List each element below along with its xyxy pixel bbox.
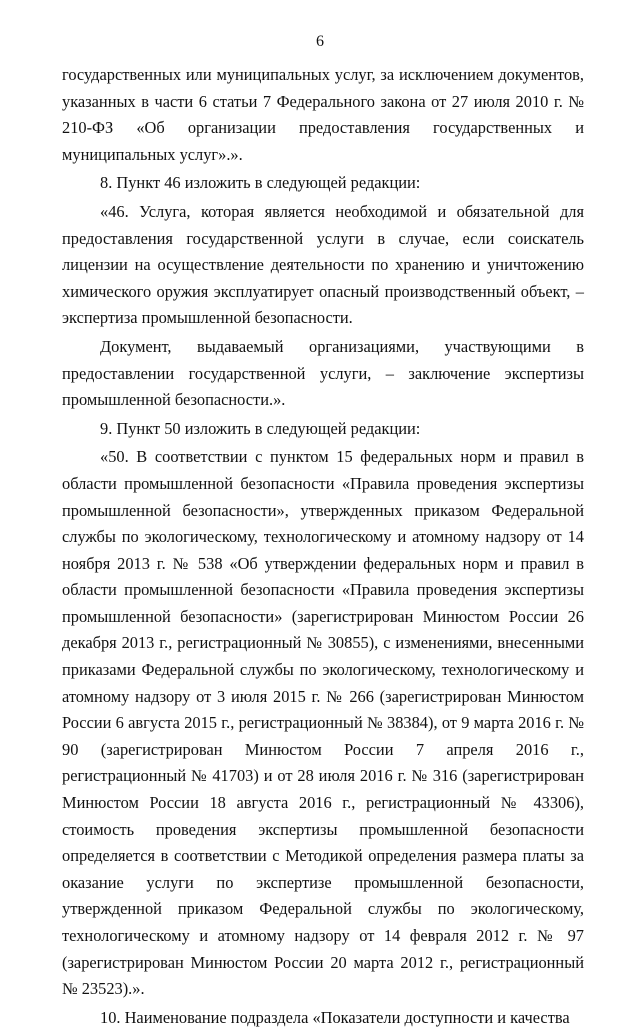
paragraph-quote-46: «46. Услуга, которая является необходимой и обязательной для предоставления государственной услуги в случае, если соискатель лицензии на осуществление деятельности по хранению и уничтожению химического оружия эксплуатирует опасный производственный объект, – экспертиза промышленной безопасности. xyxy=(62,201,584,328)
paragraph-item-10: 10. Наименование подраздела «Показатели доступности и качества xyxy=(100,1007,570,1027)
paragraph-continuation: государственных или муниципальных услуг, за исключением документов, указанных в части 6 статьи 7 Федерального закона от 27 июля 2010 г. № 210-ФЗ «Об организации предоставления государственных и муниципальных услуг».». xyxy=(62,65,584,164)
paragraph-quote-50: «50. В соответствии с пунктом 15 федеральных норм и правил в области промышленной безопасности «Правила проведения экспертизы промышленной безопасности», утвержденных приказом Федеральной службы по экологическому, технологическому и атомному надзору от 14 ноября 2013 г. № 538 «Об утверждении федеральных норм и правил в области промышленной безопасности «Правила проведения экспертизы промышленной безопасности» (зарегистрирован Минюстом России 26 декабря 2013 г., регистрационный № 30855), с изменениями, внесенными приказами Федеральной службы по экологическому, технологическому и атомному надзору от 3 июля 2015 г. № 266 (зарегистрирован Минюстом России 6 августа 2015 г., регистрационный № 38384), от 9 марта 2016 г. № 90 (зарегистрирован Минюстом России 7 апреля 2016 г., регистрационный № 41703) и от 28 июля 2016 г. № 316 (зарегистрирован Минюстом России 18 августа 2016 г., регистрационный № 43306), стоимость проведения экспертизы промышленной безопасности определяется в соответствии с Методикой определения размера платы за оказание услуги по экспертизе промышленной безопасности, утвержденной приказом Федеральной службы по экологическому, технологическому и атомному надзору от 14 февраля 2012 г. № 97 (зарегистрирован Минюстом России 20 марта 2012 г., регистрационный № 23523).». xyxy=(62,447,584,999)
document-body xyxy=(62,62,584,1031)
paragraph-document-issued: Документ, выдаваемый организациями, участвующими в предоставлении государственной услуги, – заключение экспертизы промышленной безопасности.». xyxy=(62,336,584,410)
paragraph-item-9: 9. Пункт 50 изложить в следующей редакции: xyxy=(100,418,421,438)
paragraph-item-8: 8. Пункт 46 изложить в следующей редакции: xyxy=(100,173,421,193)
page-number: 6 xyxy=(316,33,324,50)
